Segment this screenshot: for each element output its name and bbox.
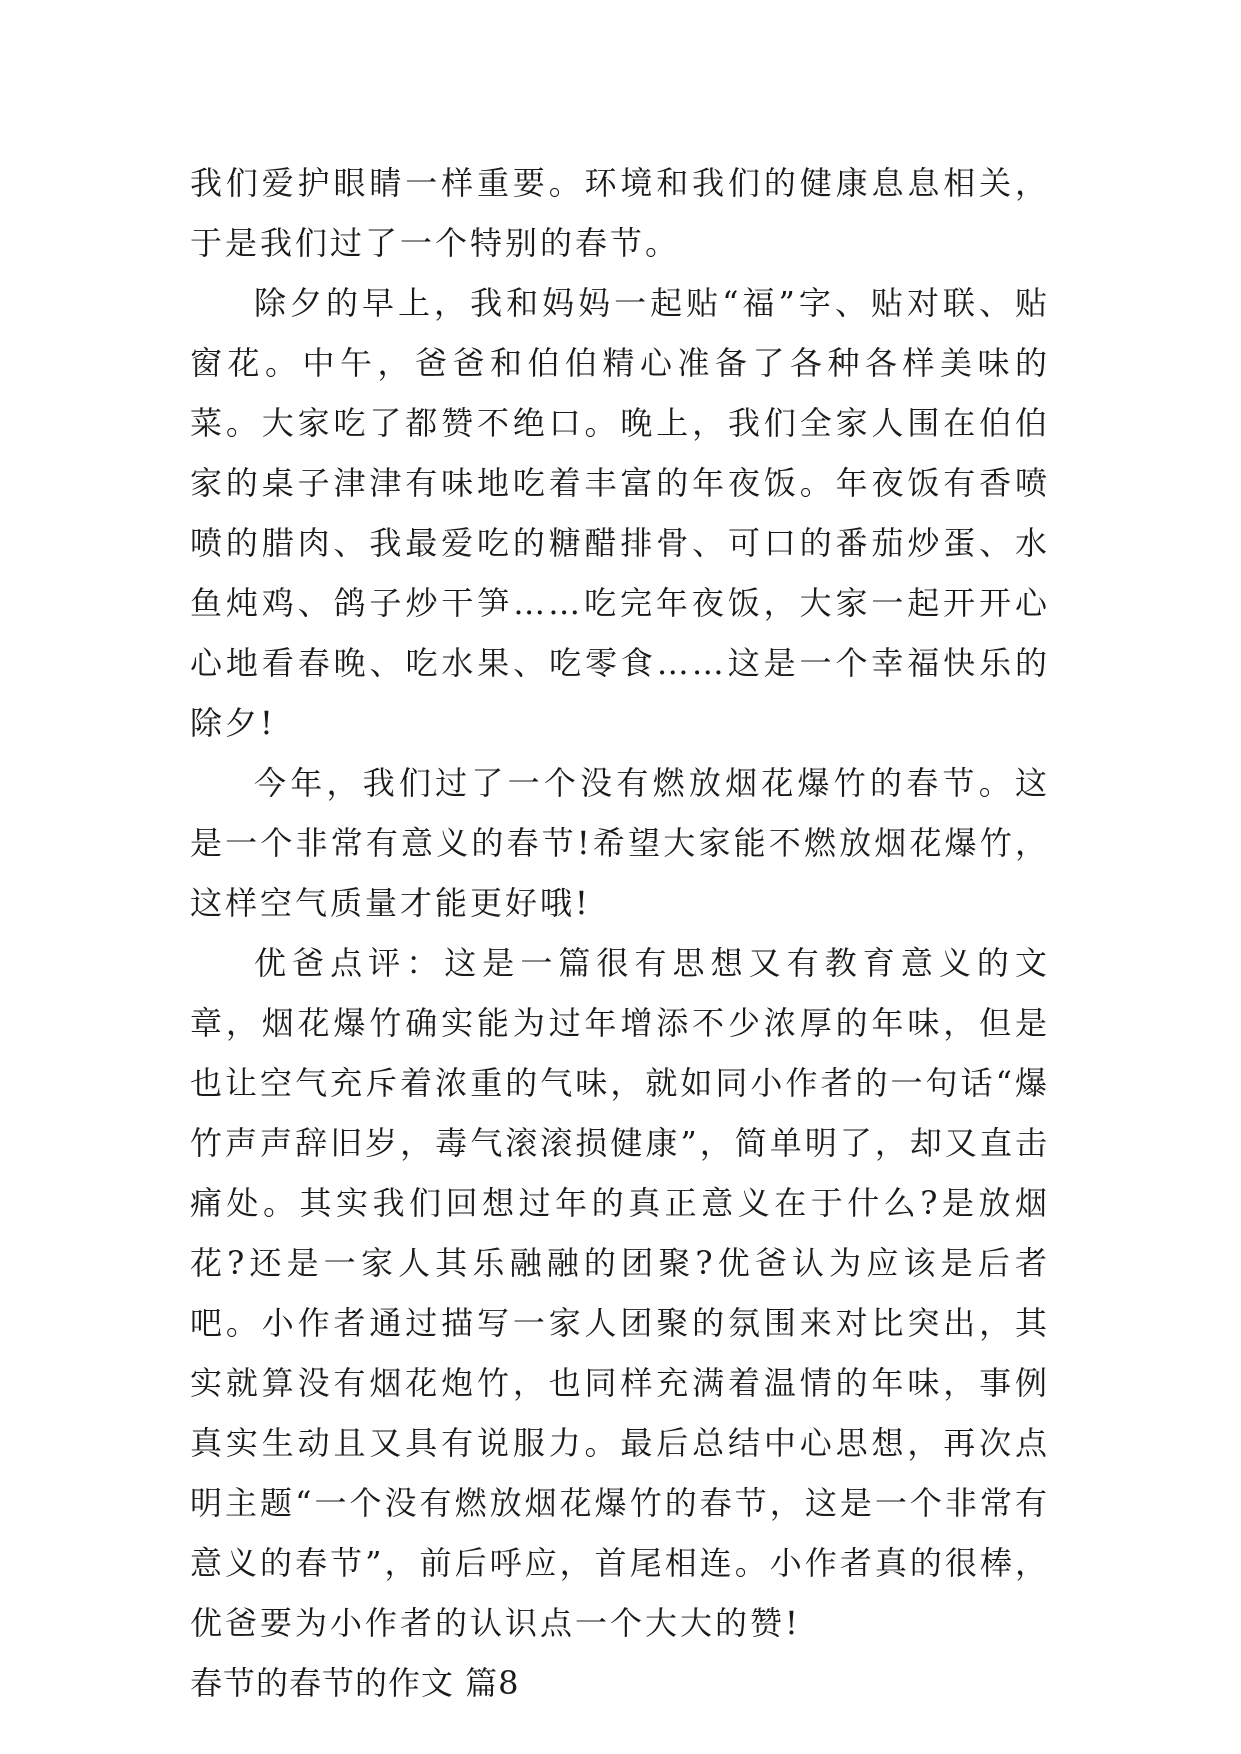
paragraph-4-comment: 优爸点评：这是一篇很有思想又有教育意义的文章，烟花爆竹确实能为过年增添不少浓厚的年味，但是也让空气充斥着浓重的气味，就如同小作者的一句话“爆竹声声辞旧岁，毒气滚滚损健康”，简单明了，却又直击痛处。其实我们回想过年的真正意义在于什么?是放烟花?还是一家人其乐融融的团聚?优爸认为应该是后者吧。小作者通过描写一家人团聚的氛围来对比突出，其实就算没有烟花炮竹，也同样充满着温情的年味，事例真实生动且又具有说服力。最后总结中心思想，再次点明主题“一个没有燃放烟花爆竹的春节，这是一个非常有意义的春节”，前后呼应，首尾相连。小作者真的很棒，优爸要为小作者的认识点一个大大的赞! (190, 944, 1050, 1642)
paragraph-3: 今年，我们过了一个没有燃放烟花爆竹的春节。这是一个非常有意义的春节!希望大家能不燃放烟花爆竹，这样空气质量才能更好哦! (190, 764, 1050, 922)
section-heading: 春节的春节的作文 篇8 (190, 1664, 520, 1702)
document-body (190, 153, 1050, 1713)
paragraph-2: 除夕的早上，我和妈妈一起贴“福”字、贴对联、贴窗花。中午，爸爸和伯伯精心准备了各种各样美味的菜。大家吃了都赞不绝口。晚上，我们全家人围在伯伯家的桌子津津有味地吃着丰富的年夜饭。年夜饭有香喷喷的腊肉、我最爱吃的糖醋排骨、可口的番茄炒蛋、水鱼炖鸡、鸽子炒干笋……吃完年夜饭，大家一起开开心心地看春晚、吃水果、吃零食……这是一个幸福快乐的除夕! (190, 284, 1050, 742)
paragraph-1: 我们爱护眼睛一样重要。环境和我们的健康息息相关，于是我们过了一个特别的春节。 (190, 164, 1050, 262)
